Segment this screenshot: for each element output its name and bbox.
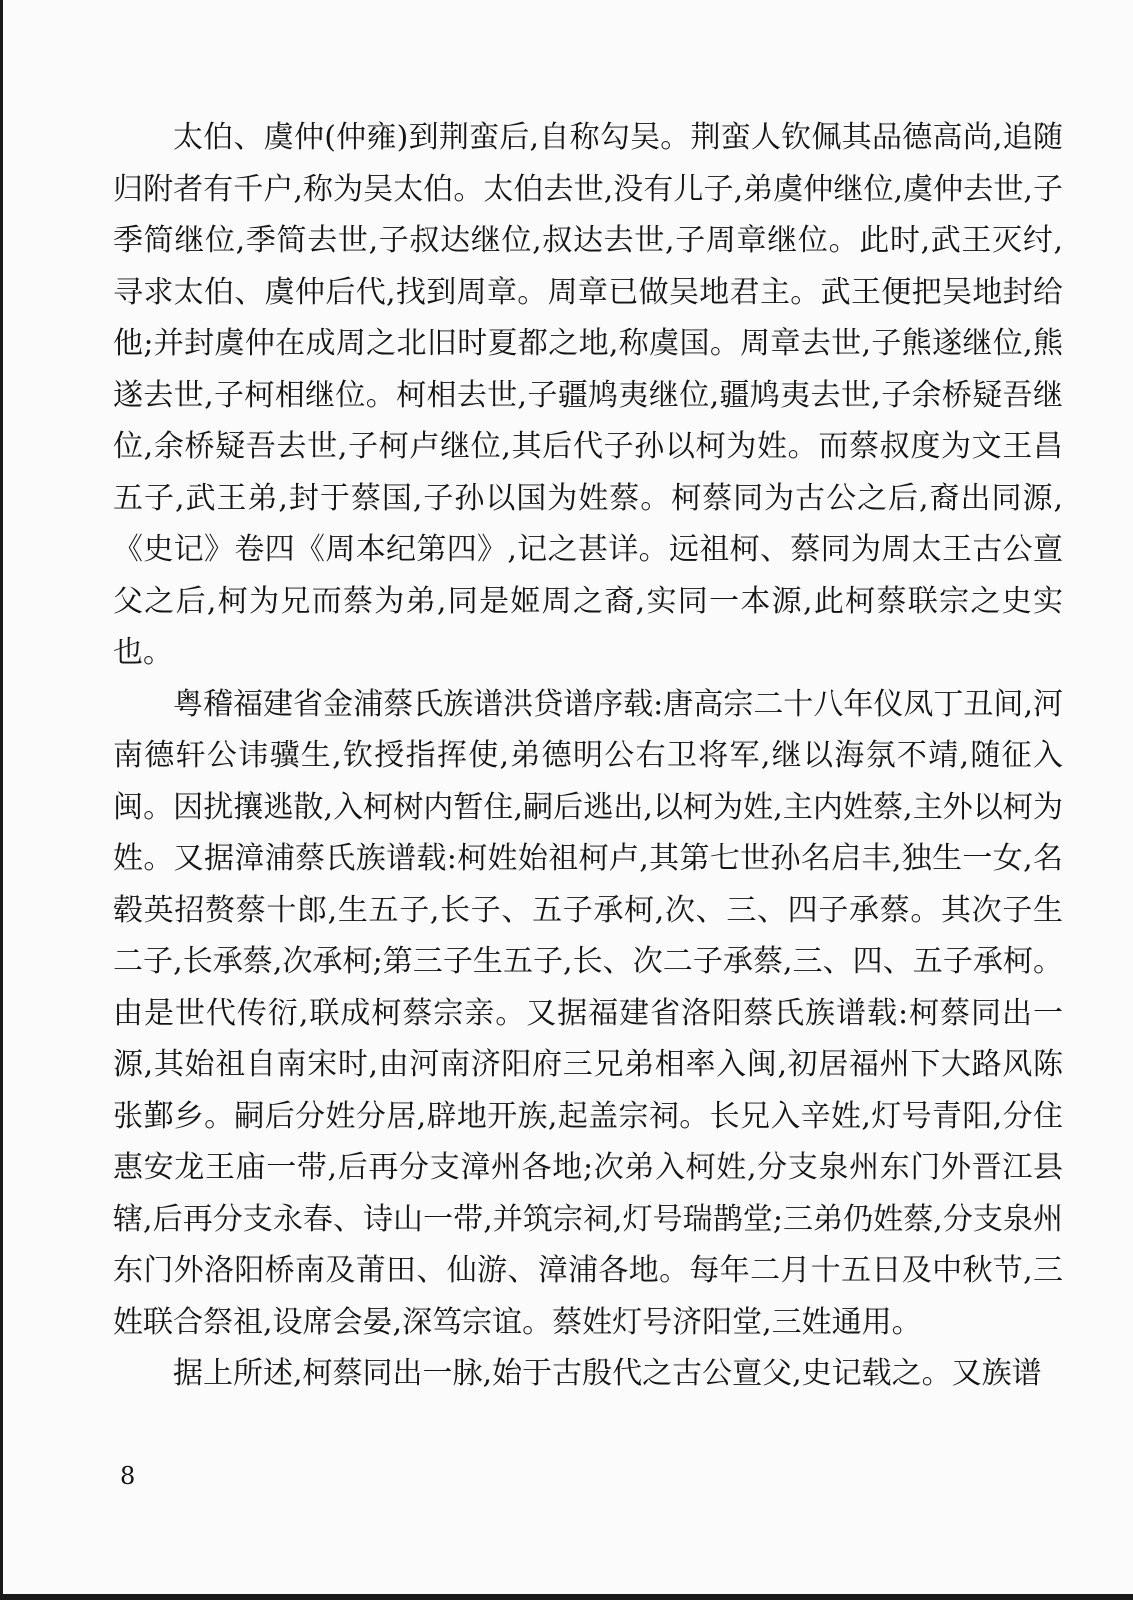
paragraph-1: 太伯、虞仲(仲雍)到荆蛮后,自称勾吴。荆蛮人钦佩其品德高尚,追随归附者有千户,称为吴太伯。太伯去世,没有儿子,弟虞仲继位,虞仲去世,子季简继位,季简去世,子叔达继位,叔达去世,子周章继位。此时,武王灭纣,寻求太伯、虞仲后代,找到周章。周章已做吴地君主。武王便把吴地封给他;并封虞仲在成周之北旧时夏都之地,称虞国。周章去世,子熊遂继位,熊遂去世,子柯相继位。柯相去世,子疆鸠夷继位,疆鸠夷去世,子余桥疑吾继位,余桥疑吾去世,子柯卢继位,其后代子孙以柯为姓。而蔡叔度为文王昌五子,武王弟,封于蔡国,子孙以国为姓蔡。柯蔡同为古公之后,裔出同源,《史记》卷四《周本纪第四》,记之甚详。远祖柯、蔡同为周太王古公亶父之后,柯为兄而蔡为弟,同是姬周之裔,实同一本源,此柯蔡联宗之史实也。 <box>113 120 1063 670</box>
page-number: 8 <box>120 1462 136 1490</box>
paragraph-3: 据上所述,柯蔡同出一脉,始于古殷代之古公亶父,史记载之。又族谱 <box>173 1356 1042 1391</box>
scan-edge-left <box>0 0 3 1600</box>
scan-edge-bottom <box>0 1594 1133 1600</box>
body-text <box>113 112 1063 1400</box>
paragraph-2: 粤稽福建省金浦蔡氏族谱洪贷谱序载:唐高宗二十八年仪凤丁丑间,河南德轩公讳骥生,钦授指挥使,弟德明公右卫将军,继以海氛不靖,随征入闽。因扰攘逃散,入柯树内暂住,嗣后逃出,以柯为姓,主内姓蔡,主外以柯为姓。又据漳浦蔡氏族谱载:柯姓始祖柯卢,其第七世孙名启丰,独生一女,名毂英招赘蔡十郎,生五子,长子、五子承柯,次、三、四子承蔡。其次子生二子,长承蔡,次承柯;第三子生五子,长、次二子承蔡,三、四、五子承柯。由是世代传衍,联成柯蔡宗亲。又据福建省洛阳蔡氏族谱载:柯蔡同出一源,其始祖自南宋时,由河南济阳府三兄弟相率入闽,初居福州下大路风陈张鄞乡。嗣后分姓分居,辟地开族,起盖宗祠。长兄入辛姓,灯号青阳,分住惠安龙王庙一带,后再分支漳州各地;次弟入柯姓,分支泉州东门外晋江县辖,后再分支永春、诗山一带,并筑宗祠,灯号瑞鹊堂;三弟仍姓蔡,分支泉州东门外洛阳桥南及莆田、仙游、漳浦各地。每年二月十五日及中秋节,三姓联合祭祖,设席会晏,深笃宗谊。蔡姓灯号济阳堂,三姓通用。 <box>113 686 1063 1340</box>
